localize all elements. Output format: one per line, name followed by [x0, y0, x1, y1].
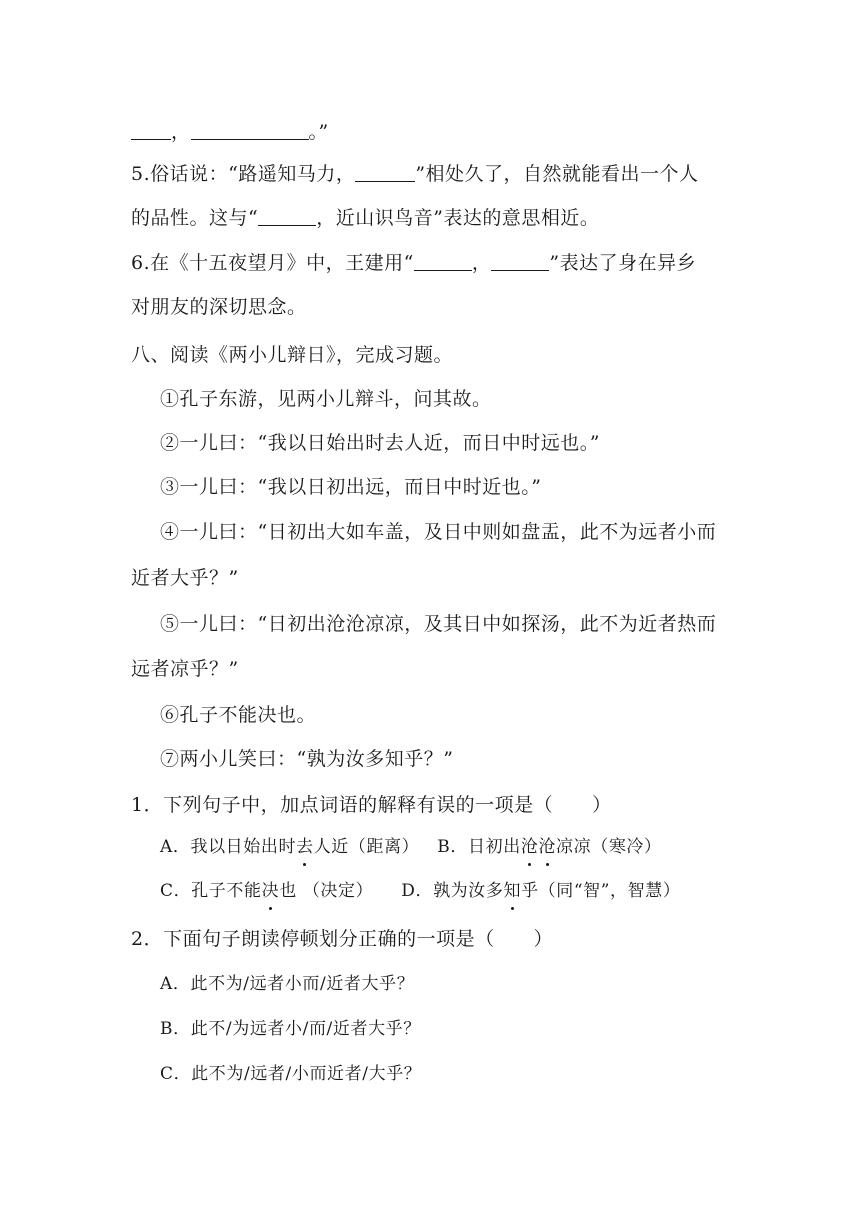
passage-paragraph-2: ②一儿曰：“我以日始出时去人近，而日中时远也。” — [160, 432, 600, 454]
passage-paragraph-6: ⑥孔子不能决也。 — [160, 704, 317, 726]
passage-paragraph-3: ③一儿曰：“我以日初出远，而日中时近也。” — [160, 476, 542, 498]
answer-blank — [258, 207, 316, 226]
emphasis-dot-char: 沧 — [521, 833, 539, 861]
carryover-line: ， 。” — [131, 118, 329, 146]
passage-paragraph-4-line-1: ④一儿曰：“日初出大如车盖，及日中则如盘盂，此不为远者小而 — [160, 521, 717, 543]
question-1-options-row-2 — [160, 877, 680, 905]
passage-paragraph-4-line-2: 近者大乎？” — [131, 567, 239, 589]
emphasis-dot-char: 知 — [503, 877, 521, 905]
section-8-title: 八、阅读《两小儿辩日》，完成习题。 — [131, 344, 454, 366]
answer-blank — [491, 252, 549, 271]
answer-blank — [131, 121, 171, 140]
emphasis-dot-char: 决 — [262, 877, 280, 905]
question-1-options-row-1 — [160, 833, 662, 861]
question-2-option-a: A．此不为/远者小而/近者大乎？ — [160, 974, 415, 994]
question-5-line-1: 5.俗话说：“路遥知马力， ”相处久了，自然就能看出一个人 — [131, 163, 699, 185]
question-6-line-2: 对朋友的深切思念。 — [131, 296, 307, 318]
option-c: C．孔子不能决也 （决定） — [160, 881, 373, 901]
passage-paragraph-1: ①孔子东游，见两小儿辩斗，问其故。 — [160, 388, 492, 410]
question-2-stem: 2．下面句子朗读停顿划分正确的一项是（ ） — [131, 928, 554, 950]
answer-blank — [191, 121, 309, 140]
passage-paragraph-5-line-2: 远者凉乎？” — [131, 658, 239, 680]
option-d: D．孰为汝多知乎（同“智”，智慧） — [401, 881, 680, 901]
passage-paragraph-7: ⑦两小儿笑曰：“孰为汝多知乎？” — [160, 748, 454, 770]
answer-blank — [355, 163, 415, 182]
option-a: A．我以日始出时去人近（距离） — [160, 837, 419, 857]
question-1-stem: 1．下列句子中，加点词语的解释有误的一项是（ ） — [131, 794, 612, 816]
question-2-option-c: C．此不为/远者/小而近者/大乎？ — [160, 1064, 422, 1084]
question-5-line-2: 的品性。这与“ ，近山识鸟音”表达的意思相近。 — [131, 207, 600, 229]
emphasis-dot-char: 去 — [296, 833, 314, 861]
emphasis-dot-char: 沧 — [538, 833, 556, 861]
question-2-option-b: B．此不/为远者小/而/近者大乎？ — [160, 1019, 421, 1039]
question-6-line-1: 6.在《十五夜望月》中，王建用“ ， ”表达了身在异乡 — [131, 252, 697, 274]
answer-blank — [414, 252, 472, 271]
option-b: B．日初出沧沧凉凉（寒冷） — [437, 837, 661, 857]
passage-paragraph-5-line-1: ⑤一儿曰：“日初出沧沧凉凉，及其日中如探汤，此不为近者热而 — [160, 613, 717, 635]
